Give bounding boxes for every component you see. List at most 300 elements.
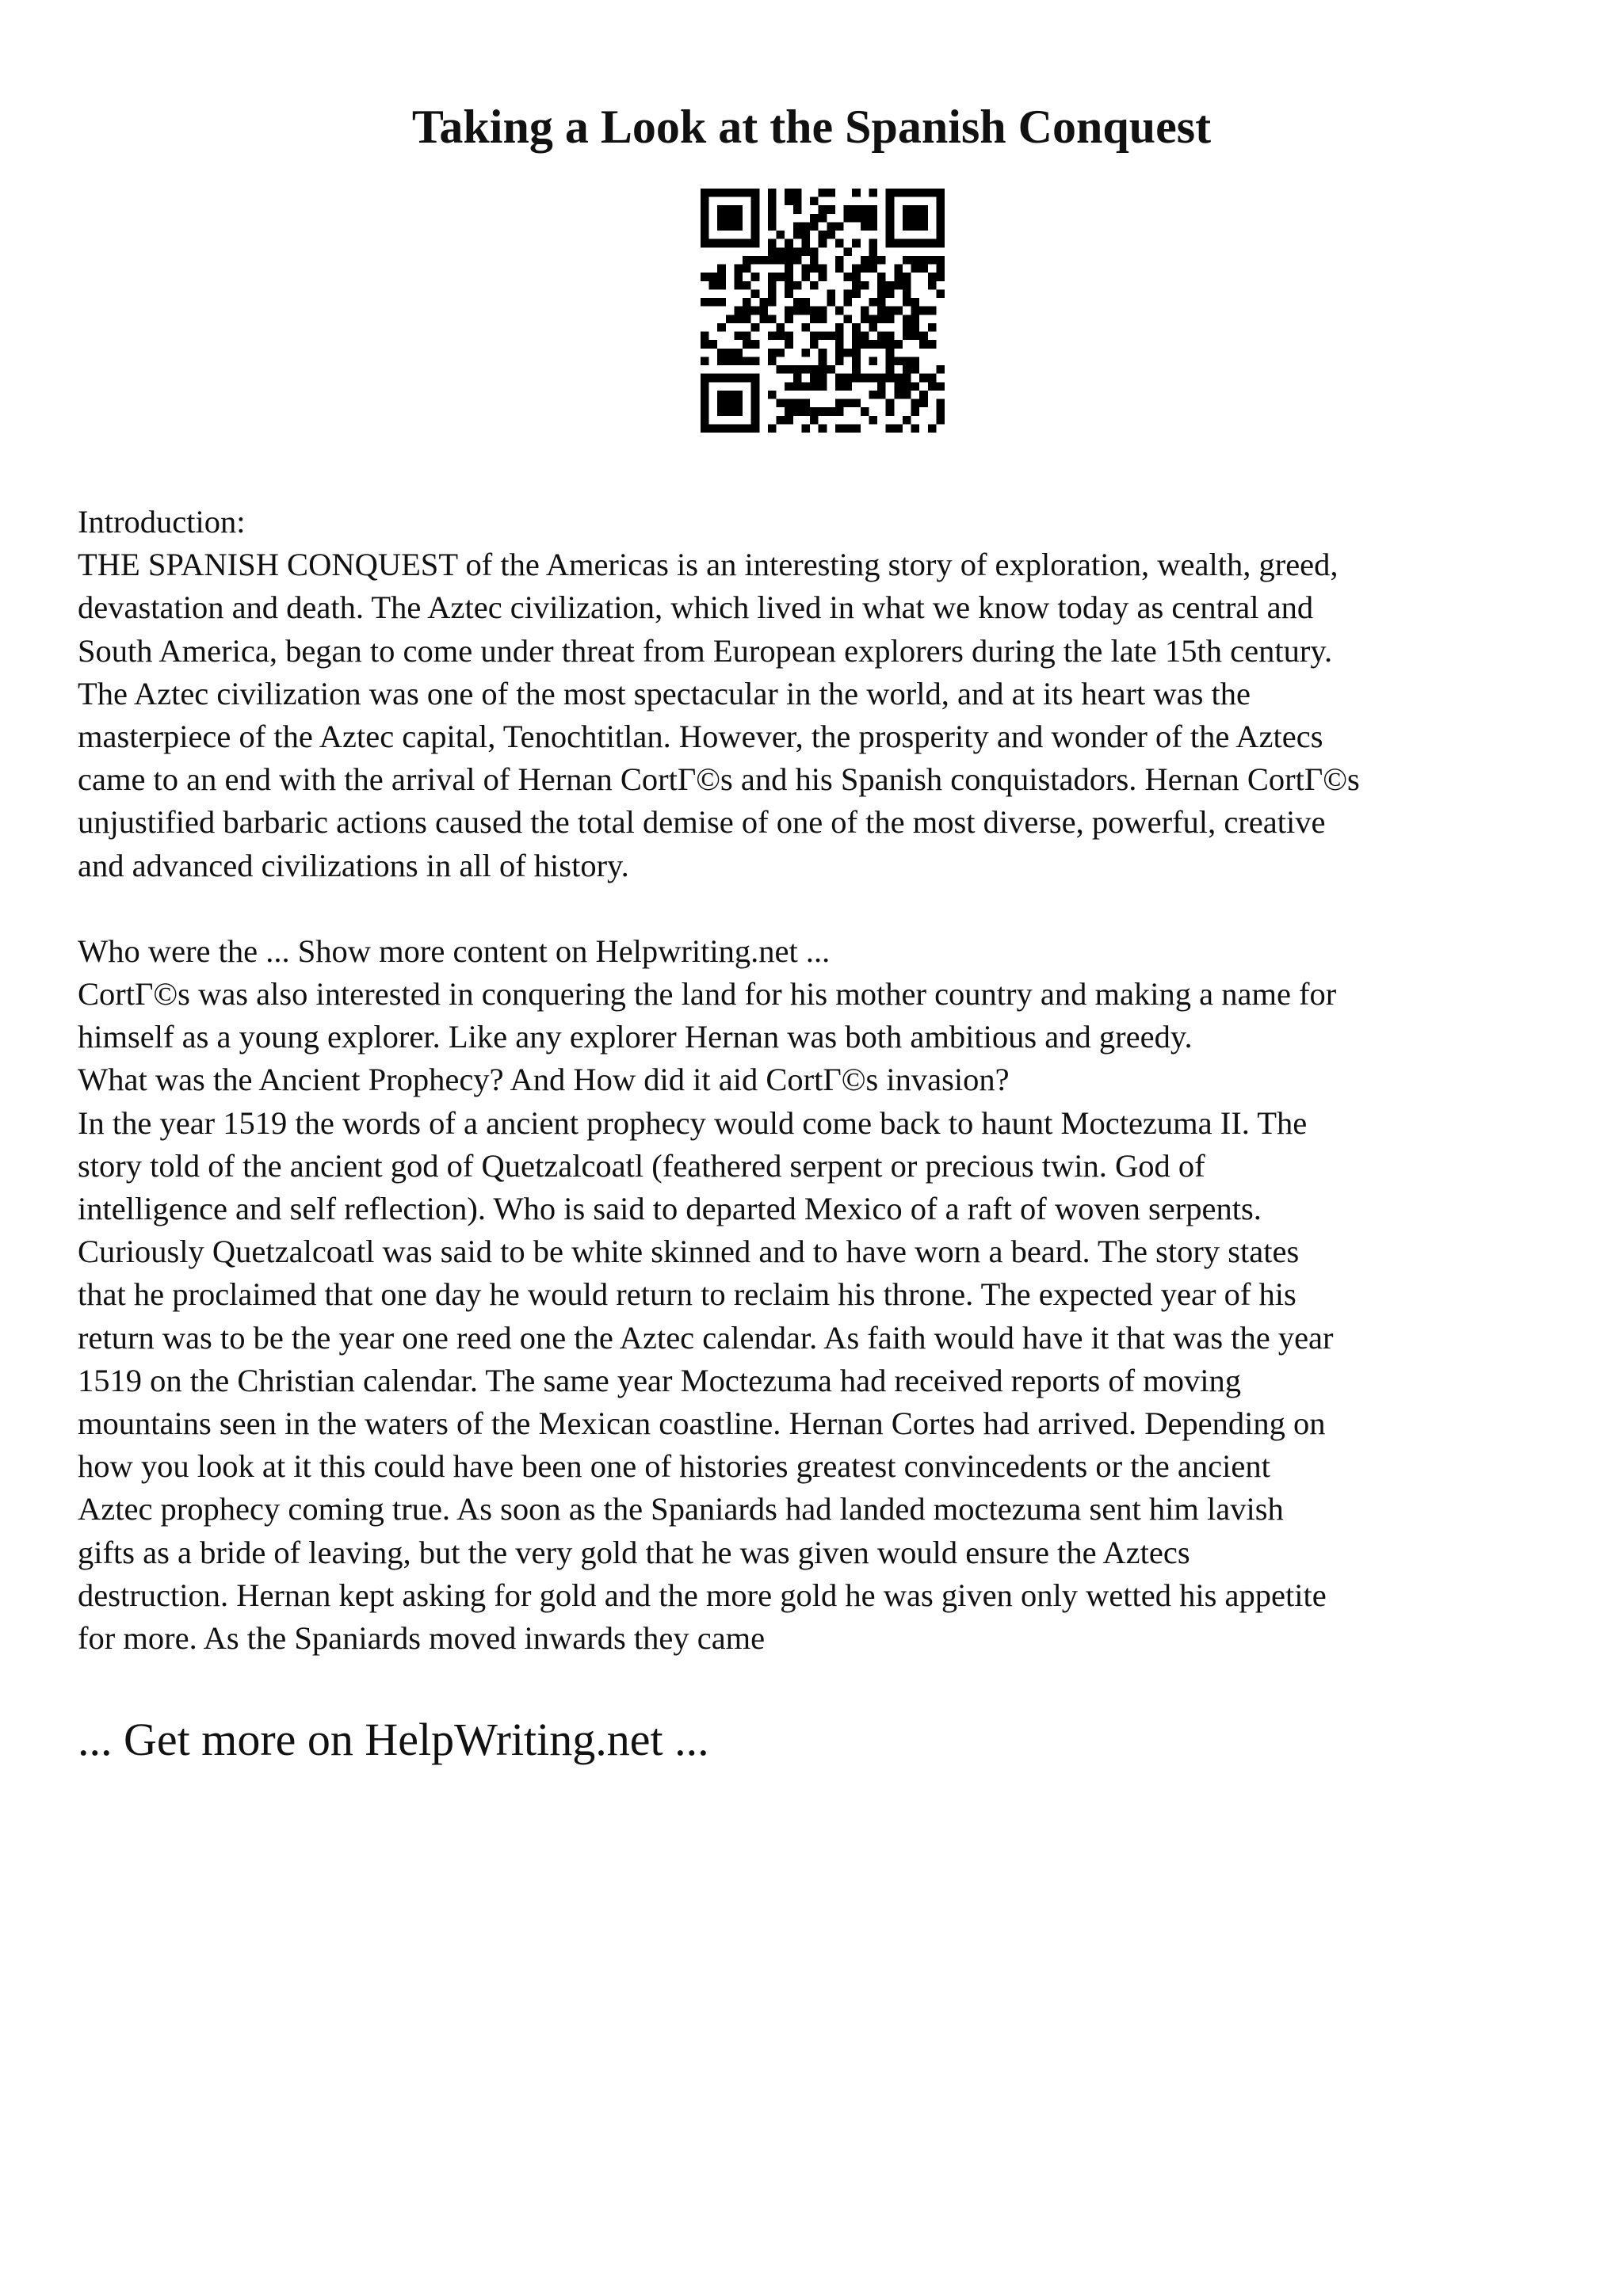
body-line: unjustified barbaric actions caused the total demise of one of the most diverse, powerful, creative	[78, 804, 1326, 841]
qr-module	[894, 357, 903, 365]
qr-module	[852, 349, 861, 357]
qr-module	[801, 231, 810, 239]
qr-module	[777, 323, 785, 332]
qr-module	[936, 365, 945, 374]
qr-module	[852, 365, 861, 374]
qr-module	[768, 357, 777, 365]
qr-module	[810, 214, 819, 223]
qr-module	[903, 382, 911, 391]
qr-module	[877, 340, 886, 349]
qr-module	[844, 289, 853, 298]
qr-module	[810, 374, 819, 383]
qr-module	[726, 315, 735, 323]
qr-module	[835, 332, 844, 341]
qr-module	[701, 424, 709, 433]
qr-module	[869, 298, 877, 307]
qr-module	[793, 222, 802, 231]
qr-module	[861, 265, 869, 273]
body-line: story told of the ancient god of Quetzalcoatl (feathered serpent or precious twin. God of	[78, 1147, 1205, 1184]
qr-module	[810, 340, 819, 349]
qr-module	[701, 197, 709, 206]
qr-module	[785, 197, 793, 206]
qr-module	[911, 298, 920, 307]
qr-module	[777, 247, 785, 256]
qr-module	[793, 399, 802, 408]
qr-module	[894, 281, 903, 290]
qr-module	[726, 222, 735, 231]
qr-module	[743, 239, 751, 248]
qr-module	[852, 214, 861, 223]
qr-module	[886, 197, 895, 206]
qr-module	[768, 315, 777, 323]
qr-module	[819, 424, 827, 433]
qr-module	[936, 416, 945, 425]
qr-module	[894, 189, 903, 197]
qr-module	[886, 222, 895, 231]
qr-module	[819, 239, 827, 248]
qr-module	[844, 349, 853, 357]
qr-module	[793, 197, 802, 206]
qr-module	[751, 289, 760, 298]
body-line: What was the Ancient Prophecy? And How did it aid CortΓ©s invasion?	[78, 1062, 1010, 1098]
qr-module	[709, 340, 718, 349]
qr-module	[919, 214, 928, 223]
qr-module	[726, 205, 735, 214]
qr-module	[709, 424, 718, 433]
qr-module	[819, 265, 827, 273]
qr-module	[717, 357, 726, 365]
qr-module	[819, 382, 827, 391]
qr-module	[861, 205, 869, 214]
qr-module	[777, 416, 785, 425]
qr-module	[734, 349, 743, 357]
qr-module	[861, 281, 869, 290]
qr-module	[894, 239, 903, 248]
body-line: Introduction:	[78, 504, 246, 540]
qr-module	[869, 323, 877, 332]
qr-module	[768, 391, 777, 399]
qr-module	[928, 239, 937, 248]
qr-module	[919, 340, 928, 349]
qr-module	[861, 307, 869, 315]
qr-module	[886, 424, 895, 433]
qr-module	[709, 273, 718, 281]
qr-module	[844, 315, 853, 323]
qr-module	[911, 256, 920, 265]
qr-module	[886, 189, 895, 197]
qr-module	[717, 265, 726, 273]
qr-module	[810, 315, 819, 323]
qr-module	[919, 205, 928, 214]
qr-module	[827, 205, 835, 214]
qr-module	[852, 189, 861, 197]
qr-module	[793, 189, 802, 197]
qr-module	[701, 391, 709, 399]
qr-module	[844, 214, 853, 223]
qr-module	[928, 424, 937, 433]
qr-module	[903, 315, 911, 323]
qr-module	[751, 231, 760, 239]
qr-module	[928, 273, 937, 281]
qr-module	[759, 256, 768, 265]
qr-module	[751, 189, 760, 197]
qr-module	[734, 315, 743, 323]
qr-module	[819, 332, 827, 341]
qr-module	[861, 374, 869, 383]
qr-module	[894, 307, 903, 315]
qr-module	[743, 424, 751, 433]
qr-module	[801, 399, 810, 408]
qr-module	[701, 273, 709, 281]
qr-module	[777, 332, 785, 341]
qr-module	[844, 205, 853, 214]
qr-module	[734, 214, 743, 223]
body-line: CortΓ©s was also interested in conquering the land for his mother country and making a name for	[78, 976, 1337, 1013]
qr-module	[852, 332, 861, 341]
qr-module	[785, 281, 793, 290]
qr-module	[894, 265, 903, 273]
qr-module	[810, 265, 819, 273]
qr-module	[751, 391, 760, 399]
qr-module	[810, 407, 819, 416]
qr-module	[810, 365, 819, 374]
qr-module	[717, 391, 726, 399]
qr-module	[717, 189, 726, 197]
qr-module	[936, 189, 945, 197]
qr-module	[726, 424, 735, 433]
qr-module	[861, 315, 869, 323]
qr-module	[877, 298, 886, 307]
qr-module	[936, 256, 945, 265]
qr-module	[928, 374, 937, 383]
qr-module	[777, 399, 785, 408]
qr-module	[768, 222, 777, 231]
qr-module	[835, 340, 844, 349]
qr-module	[701, 340, 709, 349]
qr-module	[751, 424, 760, 433]
qr-module	[785, 416, 793, 425]
qr-module	[827, 189, 835, 197]
qr-module	[717, 424, 726, 433]
get-more-link[interactable]: ... Get more on HelpWriting.net ...	[78, 1714, 709, 1765]
qr-module	[751, 222, 760, 231]
qr-module	[903, 222, 911, 231]
qr-module	[819, 374, 827, 383]
qr-module	[701, 407, 709, 416]
qr-module	[726, 357, 735, 365]
qr-module	[827, 298, 835, 307]
qr-module	[835, 349, 844, 357]
body-line: masterpiece of the Aztec capital, Tenochtitlan. However, the prosperity and wonder of the Aztecs	[78, 718, 1323, 754]
qr-module	[903, 365, 911, 374]
qr-module	[903, 289, 911, 298]
qr-module	[751, 205, 760, 214]
qr-module	[726, 349, 735, 357]
qr-module	[827, 365, 835, 374]
body-line: THE SPANISH CONQUEST of the Americas is an interesting story of exploration, wealth, greed,	[78, 547, 1338, 583]
qr-module	[726, 189, 735, 197]
qr-module	[793, 256, 802, 265]
qr-module	[852, 399, 861, 408]
qr-module	[869, 214, 877, 223]
qr-module	[726, 407, 735, 416]
qr-module	[861, 214, 869, 223]
qr-module	[894, 424, 903, 433]
qr-module	[911, 239, 920, 248]
qr-module	[751, 399, 760, 408]
qr-module	[768, 273, 777, 281]
qr-module	[911, 365, 920, 374]
qr-module	[751, 323, 760, 332]
qr-module	[726, 399, 735, 408]
qr-module	[827, 222, 835, 231]
qr-module	[928, 323, 937, 332]
qr-module	[709, 189, 718, 197]
qr-module	[911, 399, 920, 408]
qr-module	[877, 289, 886, 298]
qr-module	[734, 273, 743, 281]
qr-module	[701, 205, 709, 214]
qr-module	[734, 407, 743, 416]
qr-module	[734, 399, 743, 408]
body-line: came to an end with the arrival of Hernan CortΓ©s and his Spanish conquistadors. Hernan CortΓ©s	[78, 761, 1360, 798]
paragraph-gap	[78, 887, 1568, 930]
qr-module	[886, 357, 895, 365]
qr-module	[768, 247, 777, 256]
qr-module	[852, 205, 861, 214]
qr-module	[701, 222, 709, 231]
qr-module	[751, 273, 760, 281]
qr-module	[886, 332, 895, 341]
qr-module	[835, 407, 844, 416]
qr-module	[903, 416, 911, 425]
qr-module	[835, 265, 844, 273]
qr-module	[819, 189, 827, 197]
qr-module	[911, 323, 920, 332]
qr-module	[894, 374, 903, 383]
qr-module	[743, 357, 751, 365]
qr-module	[743, 189, 751, 197]
qr-module	[734, 307, 743, 315]
qr-module	[793, 281, 802, 290]
qr-module	[869, 340, 877, 349]
qr-module	[768, 289, 777, 298]
qr-module	[751, 357, 760, 365]
qr-module	[919, 189, 928, 197]
qr-module	[743, 374, 751, 383]
qr-module	[886, 365, 895, 374]
qr-module	[717, 273, 726, 281]
qr-module	[810, 197, 819, 206]
qr-module	[743, 281, 751, 290]
qr-module	[785, 382, 793, 391]
qr-module	[877, 256, 886, 265]
qr-module	[819, 214, 827, 223]
qr-module	[709, 239, 718, 248]
qr-module	[810, 382, 819, 391]
qr-module	[717, 407, 726, 416]
qr-module	[869, 357, 877, 365]
qr-module	[768, 424, 777, 433]
qr-module	[801, 298, 810, 307]
qr-module	[810, 416, 819, 425]
qr-module	[768, 197, 777, 206]
qr-module	[869, 256, 877, 265]
qr-module	[877, 273, 886, 281]
qr-module	[801, 222, 810, 231]
qr-module	[861, 256, 869, 265]
body-line: Aztec prophecy coming true. As soon as the Spaniards had landed moctezuma sent him lavish	[78, 1491, 1284, 1527]
qr-module	[844, 374, 853, 383]
qr-module	[709, 374, 718, 383]
qr-module	[886, 289, 895, 298]
qr-module	[793, 247, 802, 256]
qr-module	[785, 407, 793, 416]
qr-module	[861, 332, 869, 341]
qr-module	[734, 332, 743, 341]
qr-module	[801, 349, 810, 357]
qr-module	[835, 307, 844, 315]
qr-module	[734, 222, 743, 231]
qr-module	[903, 332, 911, 341]
qr-code-image	[701, 189, 945, 433]
qr-module	[919, 256, 928, 265]
qr-module	[751, 239, 760, 248]
qr-module	[734, 281, 743, 290]
qr-module	[869, 222, 877, 231]
qr-module	[936, 231, 945, 239]
qr-module	[886, 307, 895, 315]
qr-module	[886, 205, 895, 214]
qr-module	[852, 340, 861, 349]
qr-module	[785, 256, 793, 265]
qr-module	[936, 289, 945, 298]
qr-module	[819, 231, 827, 239]
qr-module	[810, 332, 819, 341]
qr-module	[785, 340, 793, 349]
show-more-line: Who were the ... Show more content on Helpwriting.net ...	[78, 933, 831, 969]
qr-module	[936, 214, 945, 223]
qr-module	[852, 424, 861, 433]
qr-module	[734, 391, 743, 399]
qr-module	[768, 214, 777, 223]
qr-module	[928, 281, 937, 290]
qr-module	[743, 256, 751, 265]
qr-module	[911, 315, 920, 323]
qr-module	[751, 307, 760, 315]
qr-module	[894, 340, 903, 349]
qr-module	[903, 391, 911, 399]
qr-code-graphic	[701, 189, 945, 433]
qr-module	[936, 273, 945, 281]
qr-module	[877, 391, 886, 399]
body-line: 1519 on the Christian calendar. The same year Moctezuma had received reports of moving	[78, 1362, 1242, 1398]
qr-module	[886, 407, 895, 416]
qr-module	[717, 214, 726, 223]
qr-module	[751, 416, 760, 425]
qr-module	[911, 357, 920, 365]
qr-module	[709, 281, 718, 290]
qr-module	[793, 382, 802, 391]
qr-module	[844, 298, 853, 307]
qr-module	[801, 273, 810, 281]
qr-module	[777, 256, 785, 265]
qr-module	[785, 315, 793, 323]
qr-module	[777, 231, 785, 239]
qr-module	[835, 382, 844, 391]
qr-module	[768, 205, 777, 214]
qr-module	[785, 399, 793, 408]
qr-module	[936, 382, 945, 391]
qr-module	[877, 374, 886, 383]
body-line: and advanced civilizations in all of history.	[78, 847, 629, 883]
qr-module	[919, 391, 928, 399]
qr-module	[768, 298, 777, 307]
qr-module	[903, 281, 911, 290]
qr-module	[768, 349, 777, 357]
qr-module	[801, 407, 810, 416]
body-line: gifts as a bride of leaving, but the very gold that he was given would ensure the Aztecs	[78, 1534, 1190, 1570]
qr-module	[877, 315, 886, 323]
qr-module	[835, 399, 844, 408]
qr-module	[751, 382, 760, 391]
qr-module	[701, 231, 709, 239]
qr-module	[903, 357, 911, 365]
body-line: how you look at it this could have been one of histories greatest convincedents or the ancient	[78, 1448, 1270, 1485]
qr-module	[852, 289, 861, 298]
body-line: intelligence and self reflection). Who is said to departed Mexico of a raft of woven serpents.	[78, 1191, 1262, 1226]
qr-module	[734, 205, 743, 214]
qr-module	[768, 332, 777, 341]
qr-module	[928, 340, 937, 349]
qr-module	[819, 357, 827, 365]
qr-module	[734, 424, 743, 433]
qr-module	[819, 307, 827, 315]
qr-module	[734, 239, 743, 248]
qr-module	[701, 416, 709, 425]
qr-module	[928, 189, 937, 197]
body-line: return was to be the year one reed one the Aztec calendar. As faith would have it that was the year	[78, 1319, 1334, 1356]
qr-module	[835, 222, 844, 231]
qr-module	[801, 247, 810, 256]
qr-module	[701, 399, 709, 408]
qr-module	[793, 231, 802, 239]
qr-module	[785, 307, 793, 315]
qr-module	[819, 407, 827, 416]
qr-module	[810, 256, 819, 265]
qr-module	[835, 256, 844, 265]
qr-module	[785, 247, 793, 256]
qr-module	[936, 407, 945, 416]
qr-module	[793, 307, 802, 315]
qr-module	[810, 281, 819, 290]
qr-module	[768, 281, 777, 290]
qr-module	[911, 332, 920, 341]
qr-module	[852, 323, 861, 332]
qr-module	[936, 222, 945, 231]
qr-module	[903, 374, 911, 383]
qr-module	[852, 281, 861, 290]
qr-module	[903, 298, 911, 307]
qr-module	[877, 332, 886, 341]
qr-module	[819, 315, 827, 323]
qr-module	[861, 340, 869, 349]
qr-module	[793, 374, 802, 383]
qr-module	[861, 222, 869, 231]
qr-module	[886, 399, 895, 408]
qr-module	[734, 374, 743, 383]
qr-module	[810, 307, 819, 315]
